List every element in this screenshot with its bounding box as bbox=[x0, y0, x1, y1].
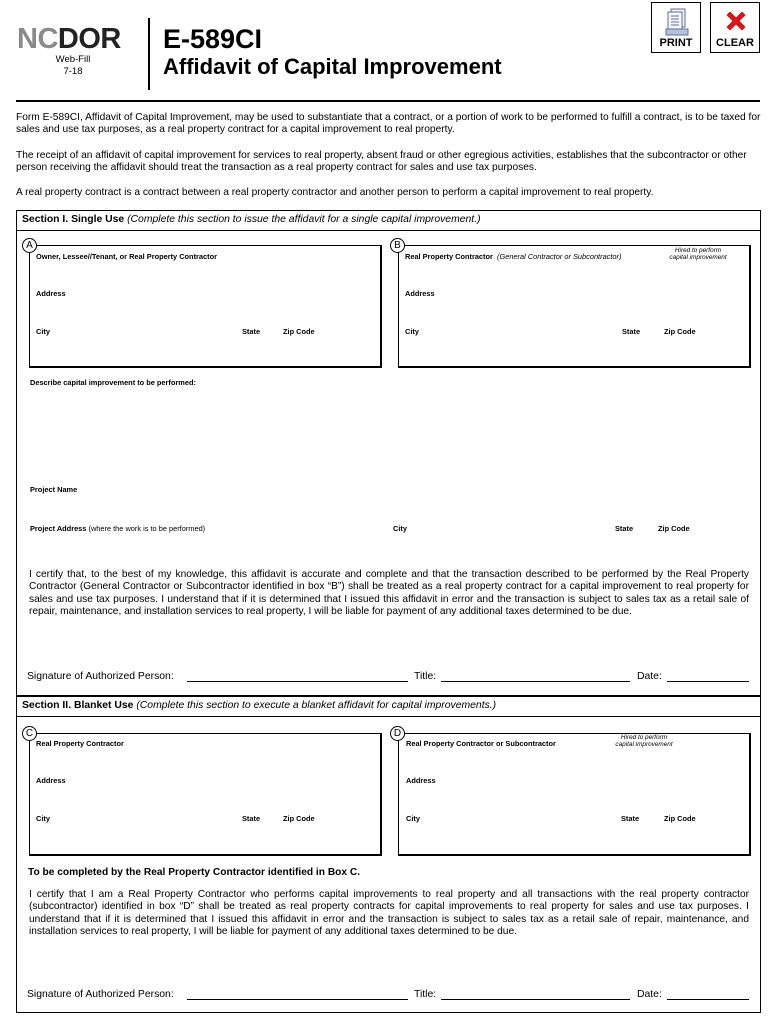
box-c-heading: Real Property Contractor bbox=[36, 739, 124, 748]
box-b-state-label: State bbox=[622, 327, 641, 336]
box-c-state-label: State bbox=[242, 814, 261, 823]
box-c-address-label: Address bbox=[36, 776, 66, 785]
box-a-city-label: City bbox=[36, 327, 50, 336]
section-1-title-label: Title: bbox=[414, 671, 437, 682]
box-a-zip-label: Zip Code bbox=[283, 327, 315, 336]
box-b-heading: Real Property Contractor (General Contractor or Subcontractor) bbox=[405, 252, 622, 261]
logo-revision: 7-18 bbox=[63, 66, 83, 77]
section-2-date-label: Date: bbox=[637, 989, 662, 1000]
intro-paragraph-3: A real property contract is a contract between a real property contractor and another person to perform a capital improvement to real property. bbox=[16, 187, 654, 198]
box-c-completion-heading: To be completed by the Real Property Contractor identified in Box C. bbox=[28, 867, 361, 878]
section-2-signature-field[interactable] bbox=[187, 999, 408, 1000]
section-1-date-field[interactable] bbox=[667, 681, 749, 682]
box-d-heading: Real Property Contractor or Subcontractor bbox=[406, 739, 556, 748]
box-b-name-input[interactable] bbox=[405, 262, 745, 282]
logo-wordmark: NCDOR bbox=[17, 23, 121, 55]
form-title: Affidavit of Capital Improvement bbox=[163, 54, 502, 79]
box-b-city-label: City bbox=[405, 327, 419, 336]
section-1-subtitle: (Complete this section to issue the affidavit for a single capital improvement.) bbox=[127, 214, 481, 225]
section-2-header bbox=[16, 696, 761, 717]
section-2-title-label: Title: bbox=[414, 989, 437, 1000]
box-a-name-input[interactable] bbox=[36, 262, 376, 282]
box-a-address-label: Address bbox=[36, 289, 66, 298]
box-d-zip-label: Zip Code bbox=[664, 814, 696, 823]
section-2-signature-label: Signature of Authorized Person: bbox=[27, 989, 174, 1000]
section-2-title: Section II. Blanket Use bbox=[22, 700, 134, 711]
header-rule bbox=[16, 100, 760, 102]
logo-web-fill: Web-Fill bbox=[55, 54, 91, 65]
box-c-zip-label: Zip Code bbox=[283, 814, 315, 823]
section-1-certification: I certify that, to the best of my knowledge, this affidavit is accurate and complete and that the transaction described to be performed by the Real Property Contractor (General Contractor or Subcontractor identified in box “B”) shall be treated as a real property contract for a capital improvement to real property for sales and use tax purposes. I understand that if it is determined that I issued this affidavit in error and the transaction is subject to sales tax as a retail sale of repair, maintenance, and installation services to real property, I will be liable for payment of any additional taxes determined to be due. bbox=[29, 569, 749, 617]
print-button[interactable] bbox=[651, 2, 701, 53]
project-name-label: Project Name bbox=[30, 485, 78, 494]
box-d-state-label: State bbox=[621, 814, 640, 823]
box-b-address-input[interactable] bbox=[405, 299, 745, 319]
box-a-heading: Owner, Lessee//Tenant, or Real Property Contractor bbox=[36, 252, 217, 261]
project-name-input[interactable] bbox=[30, 495, 750, 513]
box-c-city-label: City bbox=[36, 814, 50, 823]
intro-paragraph-2: The receipt of an affidavit of capital improvement for services to real property, absent fraud or other egregious activities, establishes that the subcontractor or other person receiving the affidavit should treat the transaction as a real property contract for sales and use tax purposes. bbox=[16, 150, 747, 174]
print-label: PRINT bbox=[659, 37, 693, 49]
section-2-certification: I certify that I am a Real Property Contractor who performs capital improvements to real property and all transactions with the real property contractor (subcontractor) identified in box “D” shall be treated as real property contracts for capital improvements to real property for sales and use tax purposes. I understand that if it is determined that I issued this affidavit in error and the transaction is subject to sales tax as a retail sale of repair, maintenance, and installation services to real property, I will be liable for payment of any additional taxes determined to be due. bbox=[29, 889, 749, 937]
box-a-address-input[interactable] bbox=[36, 299, 376, 319]
section-1-signature-field[interactable] bbox=[187, 681, 408, 682]
box-c-address-input[interactable] bbox=[36, 786, 376, 806]
printer-icon bbox=[663, 7, 691, 37]
intro-paragraph-1: Form E-589CI, Affidavit of Capital Improvement, may be used to substantiate that a contract, or a portion of work to be performed to fulfill a contract, is to be taxed for sales and use tax purposes, as a real property contract for a capital improvement to real property. bbox=[16, 112, 761, 136]
clear-button[interactable] bbox=[710, 2, 760, 53]
project-address-note: (where the work is to be performed) bbox=[88, 524, 206, 533]
section-1-title: Section I. Single Use bbox=[22, 214, 125, 225]
box-c-marker: C bbox=[22, 726, 37, 741]
project-zip-label: Zip Code bbox=[658, 524, 690, 533]
box-a-marker: A bbox=[22, 238, 37, 253]
box-b-address-label: Address bbox=[405, 289, 435, 298]
box-d-marker: D bbox=[390, 726, 405, 741]
section-2-title-field[interactable] bbox=[441, 999, 630, 1000]
section-1-header bbox=[16, 210, 761, 231]
box-b-zip-label: Zip Code bbox=[664, 327, 696, 336]
section-1-title-field[interactable] bbox=[441, 681, 630, 682]
red-x-icon bbox=[723, 8, 749, 34]
section-2-subtitle: (Complete this section to execute a blanket affidavit for capital improvements.) bbox=[136, 700, 497, 711]
clear-label: CLEAR bbox=[716, 37, 754, 49]
project-state-label: State bbox=[615, 524, 634, 533]
box-b-hired-note: Hired to perform capital improvement bbox=[669, 247, 727, 261]
describe-textarea[interactable] bbox=[30, 390, 750, 475]
section-1-date-label: Date: bbox=[637, 671, 662, 682]
box-d-address-label: Address bbox=[406, 776, 436, 785]
describe-label: Describe capital improvement to be performed: bbox=[30, 378, 196, 387]
header-divider bbox=[148, 18, 150, 90]
project-address-label: Project Address (where the work is to be performed) bbox=[30, 524, 206, 533]
box-d-name-input[interactable] bbox=[405, 749, 745, 769]
box-b-marker: B bbox=[390, 238, 405, 253]
box-a-state-label: State bbox=[242, 327, 261, 336]
ncdor-logo bbox=[17, 24, 131, 78]
box-b-heading-note: (General Contractor or Subcontractor) bbox=[497, 252, 622, 261]
section-1-signature-label: Signature of Authorized Person: bbox=[27, 671, 174, 682]
section-2-date-field[interactable] bbox=[667, 999, 749, 1000]
box-c-name-input[interactable] bbox=[36, 749, 376, 769]
project-city-label: City bbox=[393, 524, 407, 533]
box-d-city-label: City bbox=[406, 814, 420, 823]
box-d-hired-note: Hired to perform capital improvement bbox=[615, 734, 673, 748]
form-number: E-589CI bbox=[163, 24, 263, 54]
box-d-address-input[interactable] bbox=[405, 786, 745, 806]
